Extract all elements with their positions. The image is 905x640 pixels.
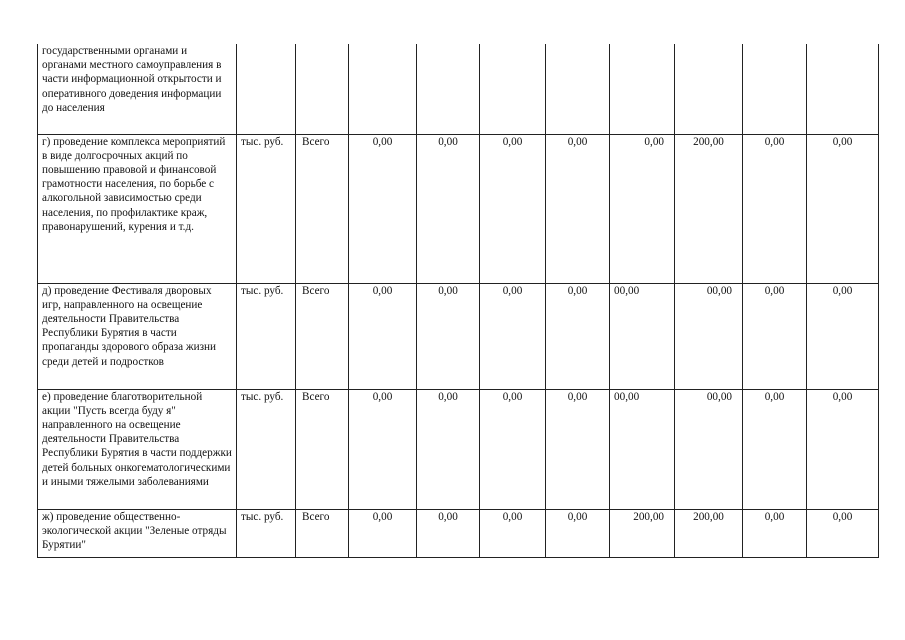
row-kind: Всего	[296, 509, 349, 557]
row-kind: Всего	[296, 283, 349, 389]
row-description: г) проведение комплекса мероприятий в виде долгосрочных акций по повышению правовой и финансовой грамотности населения, по борьбе с алкогольной зависимостью среди населения, по профилактике краж, правонарушений, курения и т.д.	[38, 134, 237, 283]
value-cell: 200,00	[675, 509, 743, 557]
value-cell: 00,00	[675, 389, 743, 509]
value-cell: 0,00	[807, 389, 879, 509]
value-cell: 0,00	[546, 509, 610, 557]
value-cell: 0,00	[546, 389, 610, 509]
value-cell: 0,00	[807, 283, 879, 389]
value-cell: 0,00	[417, 283, 480, 389]
value-cell: 0,00	[743, 509, 807, 557]
table-row	[38, 509, 879, 557]
value-cell	[349, 44, 417, 134]
table-row	[38, 44, 879, 134]
value-cell: 0,00	[480, 389, 546, 509]
value-cell: 0,00	[610, 134, 675, 283]
funding-table	[37, 44, 879, 558]
value-cell: 0,00	[349, 134, 417, 283]
value-cell	[546, 44, 610, 134]
value-cell: 0,00	[807, 509, 879, 557]
row-kind: Всего	[296, 389, 349, 509]
value-cell: 200,00	[675, 134, 743, 283]
value-cell: 0,00	[546, 283, 610, 389]
value-cell	[480, 44, 546, 134]
value-cell: 0,00	[743, 134, 807, 283]
value-cell: 0,00	[480, 509, 546, 557]
row-unit: тыс. руб.	[237, 509, 296, 557]
table-row	[38, 283, 879, 389]
value-cell: 00,00	[610, 389, 675, 509]
value-cell: 0,00	[546, 134, 610, 283]
row-description: д) проведение Фестиваля дворовых игр, направленного на освещение деятельности Правительства Республики Бурятия в части пропаганды здорового образа жизни среди детей и подростков	[38, 283, 237, 389]
row-kind	[296, 44, 349, 134]
row-unit: тыс. руб.	[237, 283, 296, 389]
value-cell	[675, 44, 743, 134]
value-cell: 0,00	[417, 389, 480, 509]
value-cell: 0,00	[743, 283, 807, 389]
row-description: ж) проведение общественно-экологической акции "Зеленые отряды Бурятии"	[38, 509, 237, 557]
value-cell: 0,00	[349, 283, 417, 389]
row-unit	[237, 44, 296, 134]
value-cell	[807, 44, 879, 134]
value-cell: 0,00	[480, 283, 546, 389]
row-unit: тыс. руб.	[237, 389, 296, 509]
value-cell: 0,00	[349, 389, 417, 509]
value-cell: 0,00	[807, 134, 879, 283]
value-cell: 200,00	[610, 509, 675, 557]
value-cell: 0,00	[417, 509, 480, 557]
row-kind: Всего	[296, 134, 349, 283]
value-cell: 0,00	[480, 134, 546, 283]
value-cell: 00,00	[610, 283, 675, 389]
row-unit: тыс. руб.	[237, 134, 296, 283]
value-cell: 0,00	[417, 134, 480, 283]
value-cell	[743, 44, 807, 134]
row-description: е) проведение благотворительной акции "Пусть всегда буду я" направленного на освещение деятельности Правительства Республики Бурятия в части поддержки детей больных онкогематологическими и иными тяжелыми заболеваниями	[38, 389, 237, 509]
value-cell	[417, 44, 480, 134]
table-row	[38, 134, 879, 283]
value-cell: 0,00	[349, 509, 417, 557]
value-cell: 0,00	[743, 389, 807, 509]
value-cell	[610, 44, 675, 134]
value-cell: 00,00	[675, 283, 743, 389]
table-row	[38, 389, 879, 509]
row-description: государственными органами и органами местного самоуправления в части информационной открытости и оперативного доведения информации до населения	[38, 44, 237, 134]
document-page	[37, 44, 879, 558]
